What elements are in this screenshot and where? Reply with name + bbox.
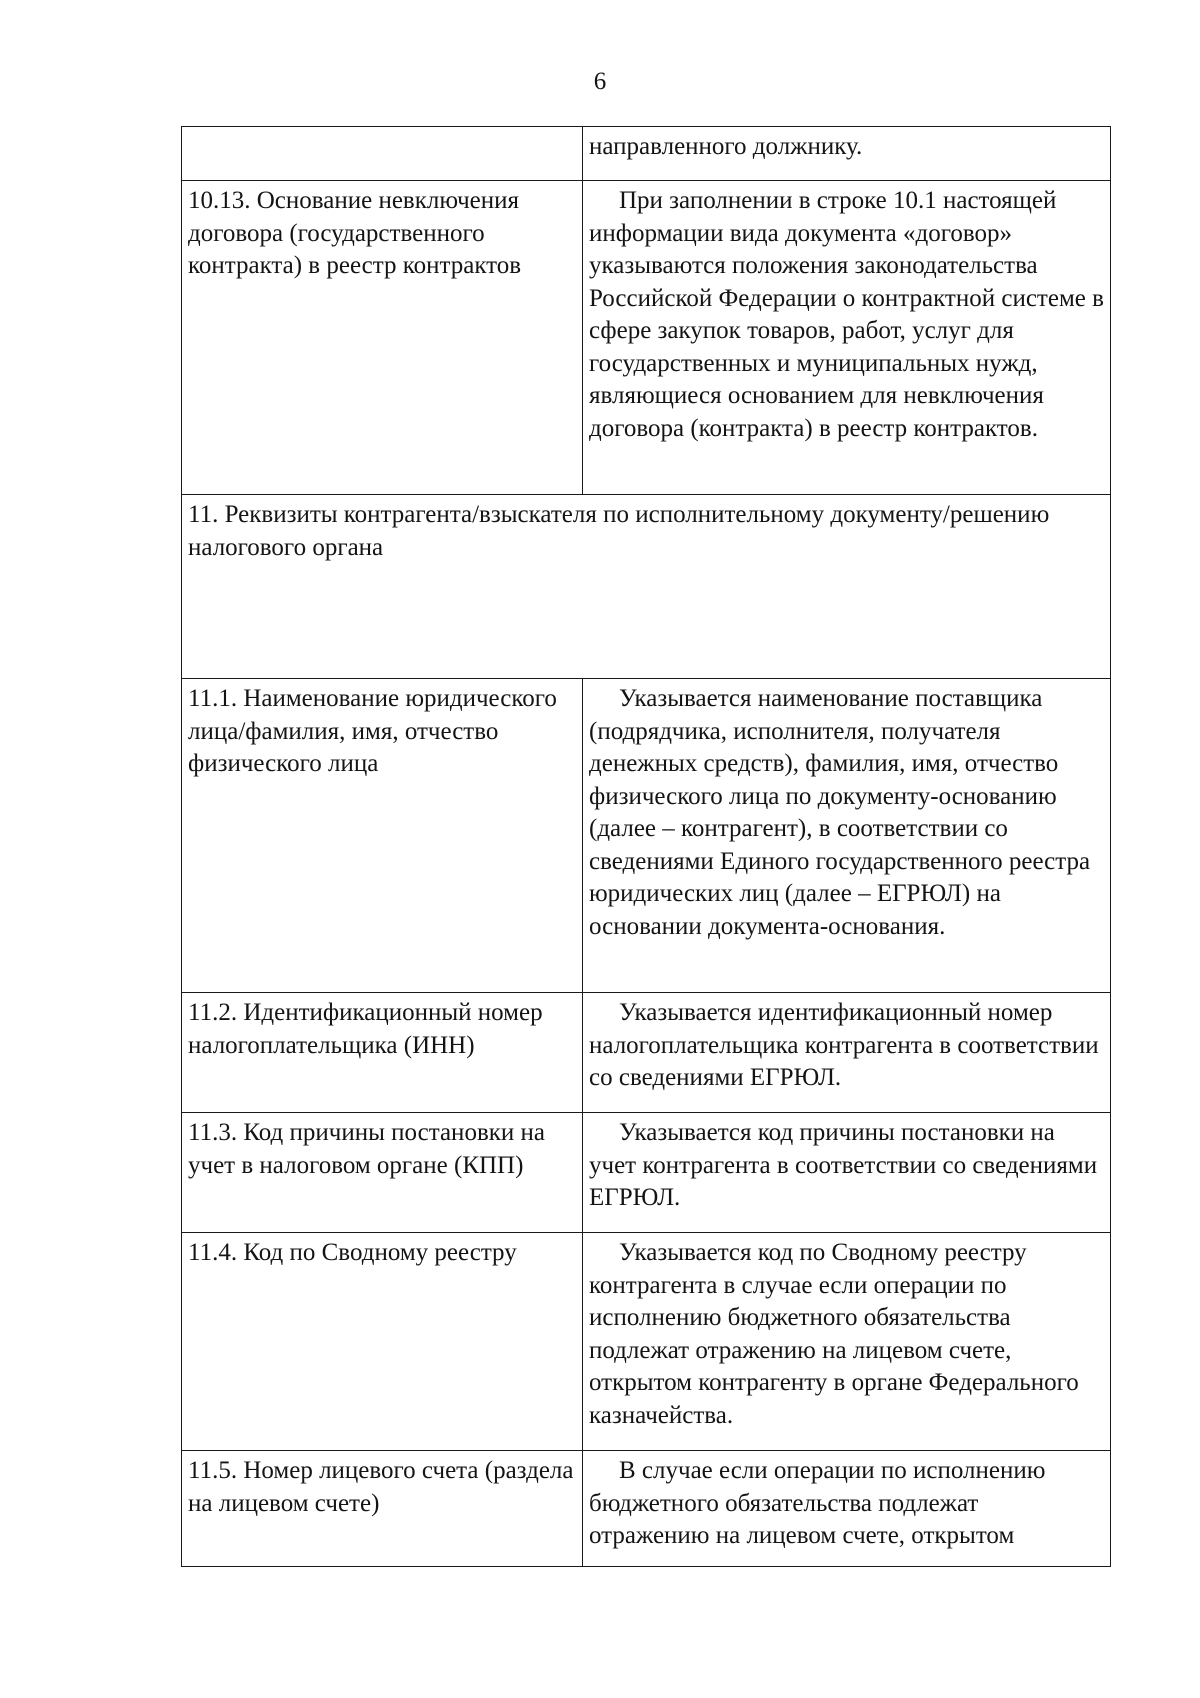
description-cell: направленного должнику. xyxy=(583,127,1111,181)
description-cell: В случае если операции по исполнению бюджетного обязательства подлежат отражению на лицевом счете, открытом xyxy=(583,1451,1111,1567)
table-row xyxy=(182,1233,1111,1451)
description-cell: Указывается код по Сводному реестру контрагента в случае если операции по исполнению бюджетного обязательства подлежат отражению на лицевом счете, открытом контрагенту в органе Федерального казначейства. xyxy=(583,1233,1111,1451)
field-cell: 11.2. Идентификационный номер налогоплательщика (ИНН) xyxy=(182,993,583,1113)
table-row xyxy=(182,1113,1111,1233)
description-cell: Указывается код причины постановки на учет контрагента в соответствии со сведениями ЕГРЮЛ. xyxy=(583,1113,1111,1233)
field-cell: 10.13. Основание невключения договора (государственного контракта) в реестр контрактов xyxy=(182,181,583,495)
field-cell: 11.3. Код причины постановки на учет в налоговом органе (КПП) xyxy=(182,1113,583,1233)
requirements-table xyxy=(181,126,1111,1567)
table-row xyxy=(182,181,1111,495)
table-row xyxy=(182,127,1111,181)
table-row xyxy=(182,1451,1111,1567)
field-cell xyxy=(182,127,583,181)
field-cell: 11.1. Наименование юридического лица/фамилия, имя, отчество физического лица xyxy=(182,679,583,993)
table-row xyxy=(182,679,1111,993)
page-number: 6 xyxy=(593,68,607,95)
field-cell: 11.5. Номер лицевого счета (раздела на лицевом счете) xyxy=(182,1451,583,1567)
section-heading-cell: 11. Реквизиты контрагента/взыскателя по исполнительному документу/решению налогового органа xyxy=(182,495,1111,679)
description-cell: При заполнении в строке 10.1 настоящей информации вида документа «договор» указываются положения законодательства Российской Федерации о контрактной системе в сфере закупок товаров, работ, услуг для государственных и муниципальных нужд, являющиеся основанием для невключения договора (контракта) в реестр контрактов. xyxy=(583,181,1111,495)
description-cell: Указывается наименование поставщика (подрядчика, исполнителя, получателя денежных средств), фамилия, имя, отчество физического лица по документу-основанию (далее – контрагент), в соответствии со сведениями Единого государственного реестра юридических лиц (далее – ЕГРЮЛ) на основании документа-основания. xyxy=(583,679,1111,993)
table-row xyxy=(182,495,1111,679)
description-cell: Указывается идентификационный номер налогоплательщика контрагента в соответствии со сведениями ЕГРЮЛ. xyxy=(583,993,1111,1113)
table-row xyxy=(182,993,1111,1113)
field-cell: 11.4. Код по Сводному реестру xyxy=(182,1233,583,1451)
